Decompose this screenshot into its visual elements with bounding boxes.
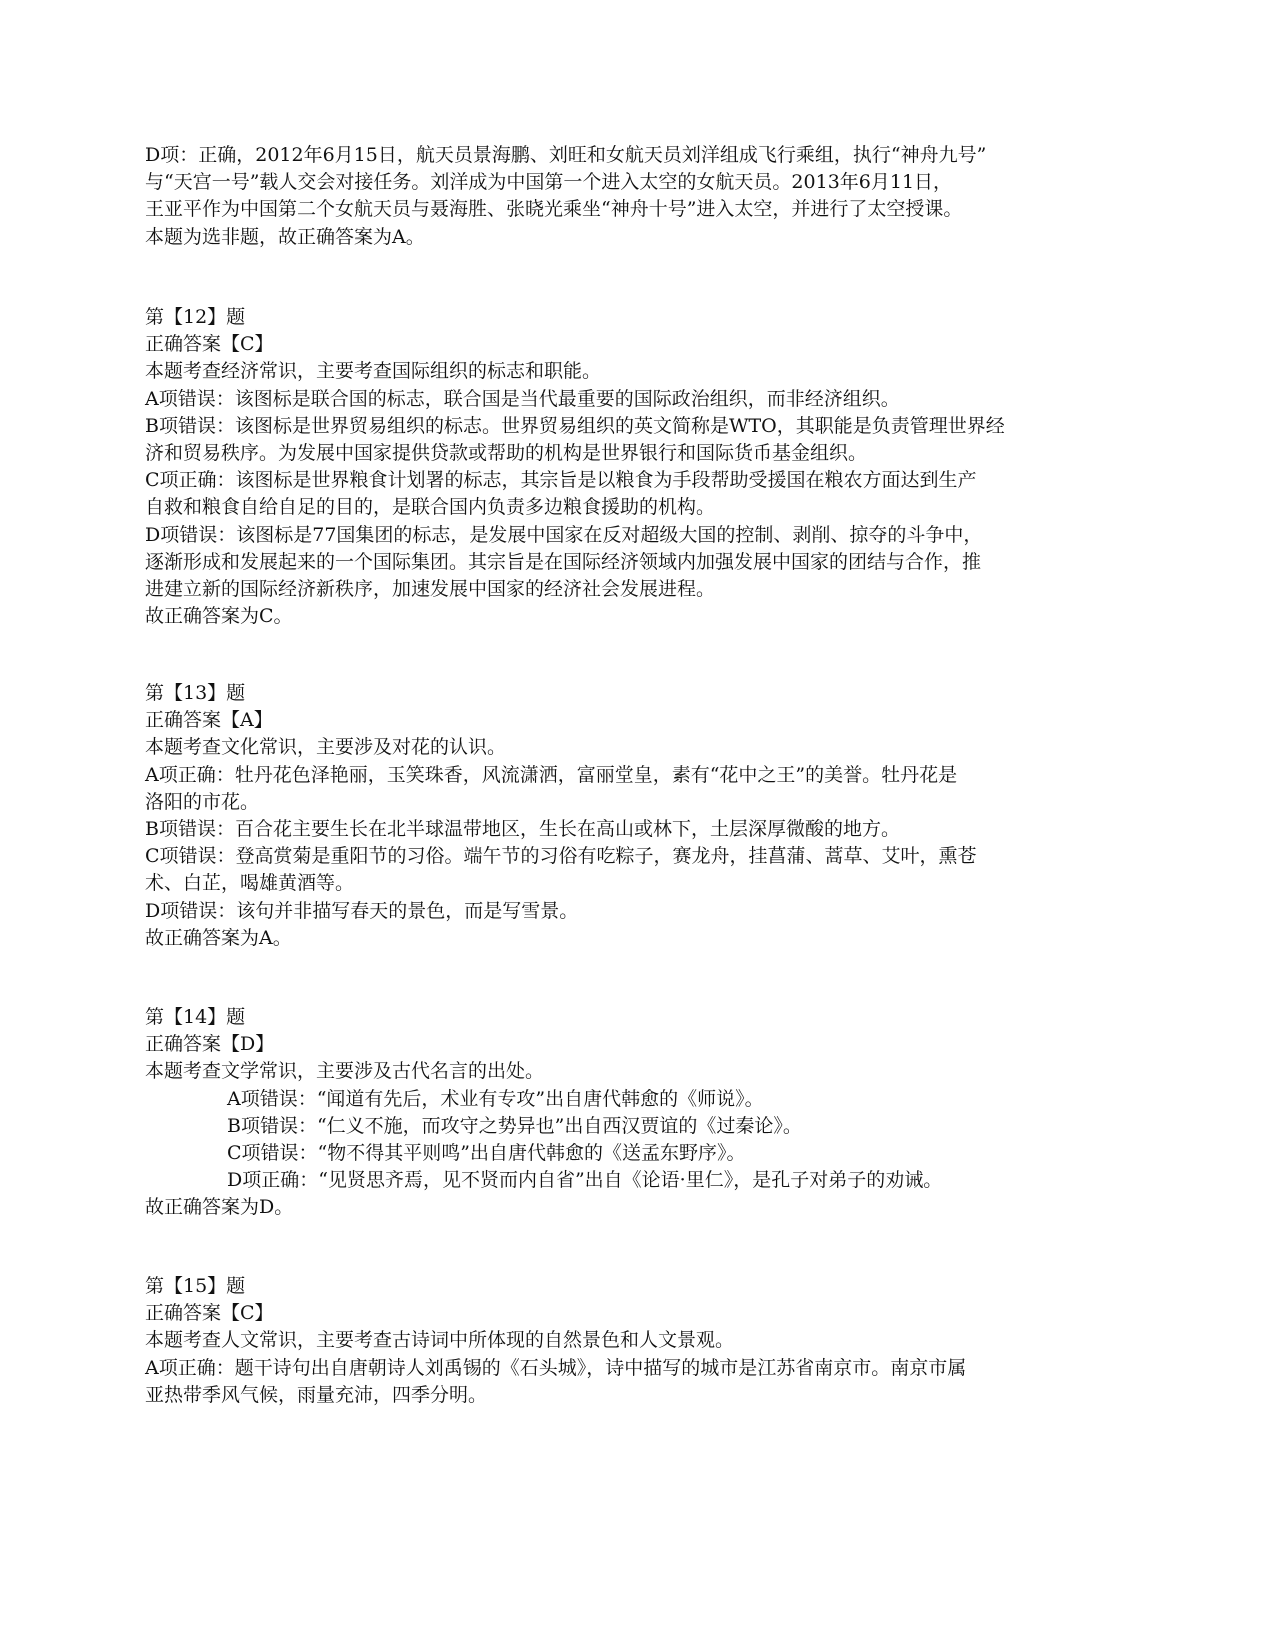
text-line: C项正确：该图标是世界粮食计划署的标志，其宗旨是以粮食为手段帮助受援国在粮农方面达到生产 xyxy=(145,469,977,492)
text-line: 洛阳的市花。 xyxy=(145,790,260,813)
text-line: 本题为选非题，故正确答案为A。 xyxy=(145,225,425,248)
question-15 xyxy=(145,1273,1145,1409)
text-line: D项：正确，2012年6月15日，航天员景海鹏、刘旺和女航天员刘洋组成飞行乘组，执行“神舟九号” xyxy=(145,144,987,166)
question-14 xyxy=(145,1004,1145,1222)
text-line: 术、白芷，喝雄黄酒等。 xyxy=(145,872,355,895)
text-line: 本题考查文学常识，主要涉及古代名言的出处。 xyxy=(145,1060,545,1083)
text-line: A项错误：该图标是联合国的标志，联合国是当代最重要的国际政治组织，而非经济组织。 xyxy=(145,387,900,410)
text-line: B项错误：百合花主要生长在北半球温带地区，生长在高山或林下，土层深厚微酸的地方。 xyxy=(145,817,900,840)
text-line: A项正确：题干诗句出自唐朝诗人刘禹锡的《石头城》，诗中描写的城市是江苏省南京市。南京市属 xyxy=(145,1356,967,1379)
conclusion: 故正确答案为A。 xyxy=(145,926,292,949)
text-line: 本题考查经济常识，主要考查国际组织的标志和职能。 xyxy=(145,360,602,383)
question-title: 第【14】题 xyxy=(145,1006,246,1028)
text-line: 与“天宫一号”载人交会对接任务。刘洋成为中国第一个进入太空的女航天员。2013年6月11日， xyxy=(145,171,953,194)
option-line: B项错误：“仁义不施，而攻守之势异也”出自西汉贾谊的《过秦论》。 xyxy=(227,1114,802,1137)
conclusion: 故正确答案为C。 xyxy=(145,605,293,628)
question-title: 第【13】题 xyxy=(145,682,246,704)
text-line: 亚热带季风气候，雨量充沛，四季分明。 xyxy=(145,1383,488,1406)
intro-paragraph xyxy=(145,142,1145,251)
text-line: 逐渐形成和发展起来的一个国际集团。其宗旨是在国际经济领域内加强发展中国家的团结与合作，推 xyxy=(145,550,982,573)
text-line: A项正确：牡丹花色泽艳丽，玉笑珠香，风流潇洒，富丽堂皇，素有“花中之王”的美誉。牡丹花是 xyxy=(145,763,958,786)
text-line: C项错误：登高赏菊是重阳节的习俗。端午节的习俗有吃粽子，赛龙舟，挂菖蒲、蒿草、艾叶，熏苍 xyxy=(145,845,977,868)
text-line: D项错误：该句并非描写春天的景色，而是写雪景。 xyxy=(145,899,579,922)
question-title: 第【15】题 xyxy=(145,1275,246,1297)
text-line: D项错误：该图标是77国集团的标志，是发展中国家在反对超级大国的控制、剥削、掠夺的斗争中， xyxy=(145,523,983,546)
text-line: 济和贸易秩序。为发展中国家提供贷款或帮助的机构是世界银行和国际货币基金组织。 xyxy=(145,441,868,464)
option-line: A项错误：“闻道有先后，术业有专攻”出自唐代韩愈的《师说》。 xyxy=(227,1087,764,1110)
conclusion: 故正确答案为D。 xyxy=(145,1196,294,1219)
question-13 xyxy=(145,680,1145,952)
correct-answer: 正确答案【C】 xyxy=(145,333,274,356)
text-line: B项错误：该图标是世界贸易组织的标志。世界贸易组织的英文简称是WTO，其职能是负责管理世界经 xyxy=(145,414,1005,437)
text-line: 自救和粮食自给自足的目的，是联合国内负责多边粮食援助的机构。 xyxy=(145,496,716,519)
text-line: 本题考查人文常识，主要考查古诗词中所体现的自然景色和人文景观。 xyxy=(145,1329,735,1352)
question-title: 第【12】题 xyxy=(145,306,246,328)
text-line: 本题考查文化常识，主要涉及对花的认识。 xyxy=(145,736,507,759)
option-line: C项错误：“物不得其平则鸣”出自唐代韩愈的《送孟东野序》。 xyxy=(227,1141,746,1164)
question-12 xyxy=(145,304,1145,630)
correct-answer: 正确答案【A】 xyxy=(145,709,273,732)
text-line: 进建立新的国际经济新秩序，加速发展中国家的经济社会发展进程。 xyxy=(145,577,716,600)
text-line: 王亚平作为中国第二个女航天员与聂海胜、张晓光乘坐“神舟十号”进入太空，并进行了太空授课。 xyxy=(145,198,963,221)
option-line: D项正确：“见贤思齐焉，见不贤而内自省”出自《论语·里仁》，是孔子对弟子的劝诫。 xyxy=(227,1169,943,1192)
correct-answer: 正确答案【D】 xyxy=(145,1033,275,1056)
correct-answer: 正确答案【C】 xyxy=(145,1302,274,1325)
